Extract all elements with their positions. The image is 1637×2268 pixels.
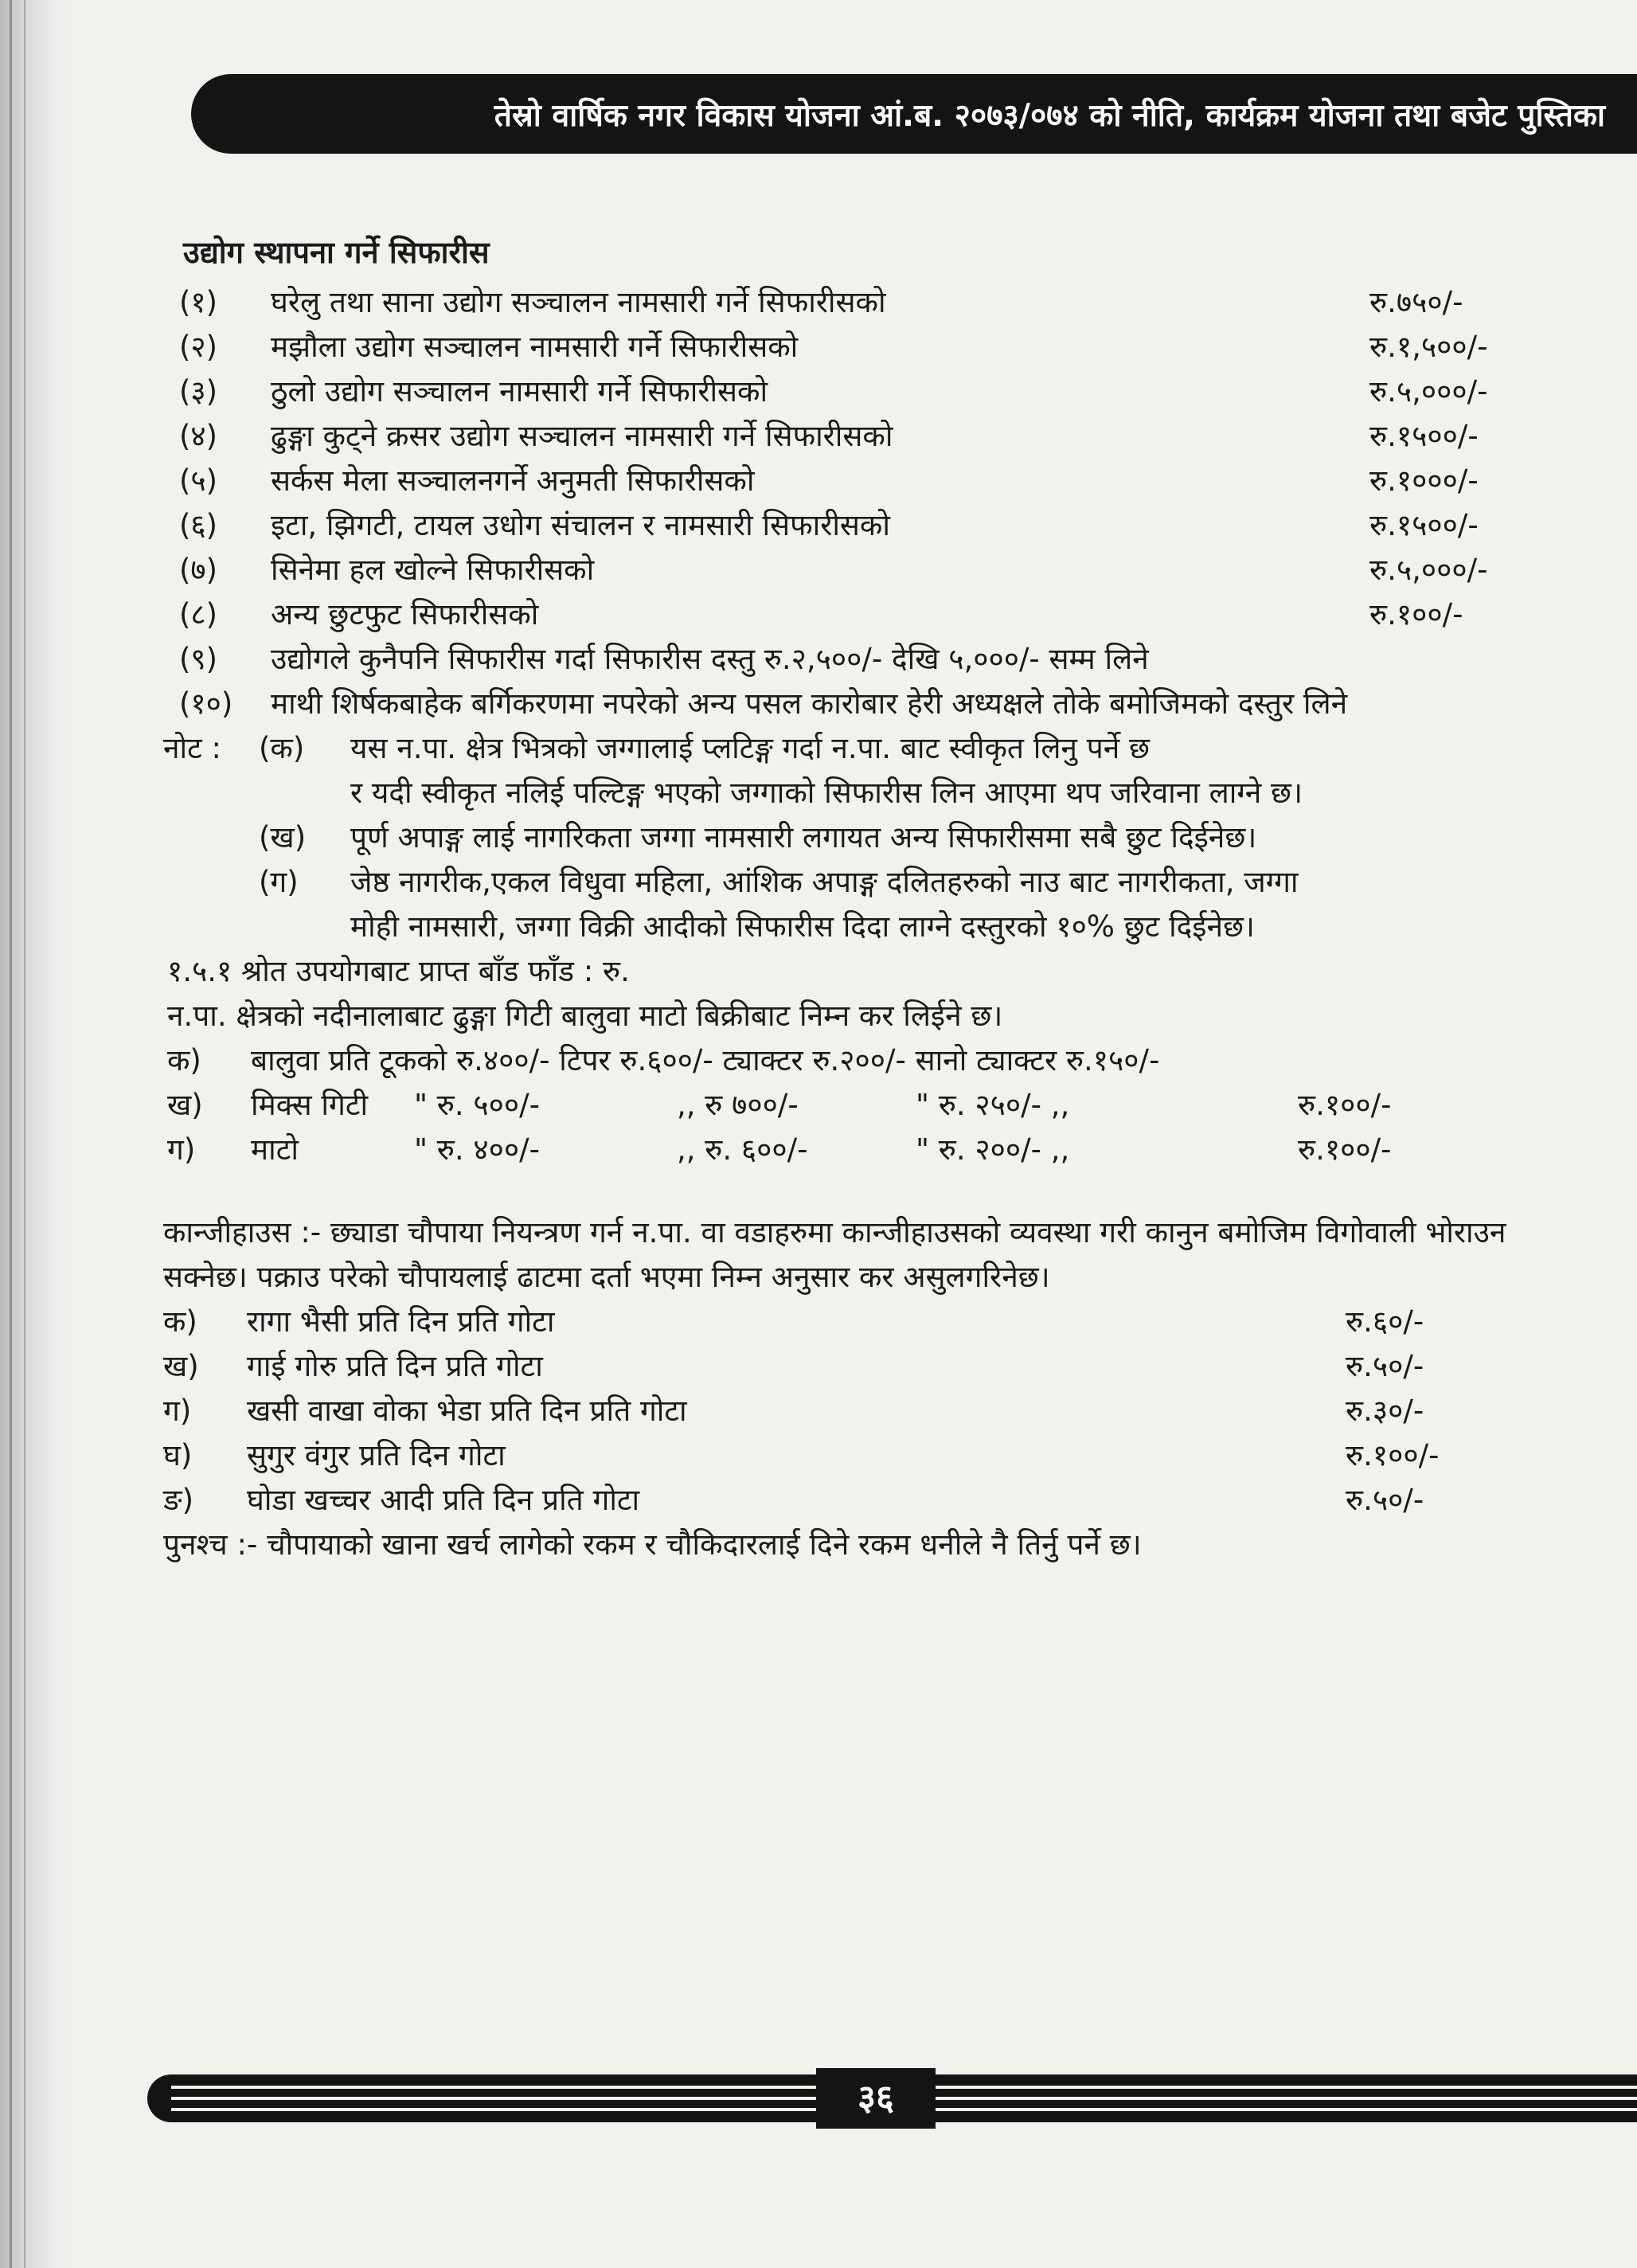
item-number: (१०) — [179, 686, 233, 721]
header-title: तेस्रो वार्षिक नगर विकास योजना आं.ब. २०७३/०७४ को नीति, कार्यक्रम योजना तथा बजेट पुस्तिका — [494, 97, 1605, 134]
item-amount: रु.१,५००/- — [1369, 330, 1488, 364]
row-text: सुगुर वंगुर प्रति दिन गोटा — [247, 1438, 506, 1472]
list-item — [159, 1478, 1592, 1523]
note-marker: (ख) — [259, 820, 307, 854]
row-text: रागा भैसी प्रति दिन प्रति गोटा — [247, 1304, 555, 1339]
list-item — [159, 1344, 1592, 1389]
rate-cell: " रु. ४००/- — [414, 1132, 540, 1167]
item-text: मझौला उद्योग सञ्चालन नामसारी गर्ने सिफारीसको — [271, 330, 799, 364]
item-number: (४) — [179, 419, 218, 453]
page-binding-edge — [0, 0, 76, 2268]
row-amount: रु.५०/- — [1346, 1483, 1424, 1517]
note-item — [159, 860, 1592, 949]
row-amount: रु.३०/- — [1346, 1394, 1424, 1428]
item-number: (८) — [179, 597, 218, 632]
item-amount: रु.७५०/- — [1369, 285, 1463, 319]
source-intro: न.पा. क्षेत्रको नदीनालाबाट ढुङ्गा गिटी बालुवा माटो बिक्रीबाट निम्न कर लिईने छ। — [167, 999, 1003, 1033]
item-number: (१) — [179, 285, 218, 319]
row-item: मिक्स गिटी — [251, 1088, 369, 1122]
rate-cell: ,, रु ७००/- — [677, 1088, 799, 1122]
item-number: (३) — [179, 374, 218, 409]
item-text: माथी शिर्षकबाहेक बर्गिकरणमा नपरेको अन्य पसल कारोबार हेरी अध्यक्षले तोके बमोजिमको दस्तुर लिने — [271, 686, 1348, 721]
rate-cell: " रु. ५००/- — [414, 1088, 540, 1122]
list-item — [159, 280, 1592, 325]
item-amount: रु.५,०००/- — [1369, 553, 1488, 587]
item-number: (७) — [179, 553, 218, 587]
item-text: सर्कस मेला सञ्चालनगर्ने अनुमती सिफारीसको — [271, 463, 755, 498]
row-marker: क) — [163, 1304, 197, 1339]
list-item — [159, 370, 1592, 414]
note-marker: (क) — [259, 731, 305, 765]
item-text: ढुङ्गा कुट्ने क्रसर उद्योग सञ्चालन नामसारी गर्ने सिफारीसको — [271, 419, 893, 453]
row-item: माटो — [251, 1132, 299, 1167]
item-amount: रु.१००/- — [1369, 597, 1463, 632]
rate-cell: ,, रु. ६००/- — [677, 1132, 808, 1167]
rate-cell: " रु. २००/- ,, — [916, 1132, 1070, 1167]
footer-bar — [147, 2074, 1637, 2122]
kanjihouse-paragraph: कान्जीहाउस :- छ्याडा चौपाया नियन्त्रण गर्न न.पा. वा वडाहरुमा कान्जीहाउसको व्यवस्था गरी कानुन बमोजिम विगोवाली भोराउन सक्नेछ। पक्राउ परेको चौपायलाई ढाटमा दर्ता भएमा निम्न अनुसार कर असुलगरिनेछ। — [163, 1215, 1506, 1294]
list-item — [159, 1300, 1592, 1344]
item-text: अन्य छुटफुट सिफारीसको — [271, 597, 539, 632]
item-text: घरेलु तथा साना उद्योग सञ्चालन नामसारी गर्ने सिफारीसको — [271, 285, 886, 319]
list-item — [159, 414, 1592, 459]
note-marker: (ग) — [259, 865, 299, 899]
table-row — [159, 1083, 1592, 1128]
page-number: ३६ — [816, 2068, 936, 2129]
row-amount: रु.५०/- — [1346, 1349, 1424, 1383]
item-amount: रु.१५००/- — [1369, 419, 1479, 453]
row-text: गाई गोरु प्रति दिन प्रति गोटा — [247, 1349, 543, 1383]
row-marker: क) — [167, 1043, 201, 1077]
item-amount: रु.१५००/- — [1369, 508, 1479, 542]
postscript: पुनश्च :- चौपायाको खाना खर्च लागेको रकम र चौकिदारलाई दिने रकम धनीले नै तिर्नु पर्ने छ। — [163, 1527, 1142, 1562]
item-text: इटा, झिगटी, टायल उधोग संचालन र नामसारी सिफारीसको — [271, 508, 890, 542]
row-marker: घ) — [163, 1438, 193, 1472]
item-amount: रु.५,०००/- — [1369, 374, 1488, 409]
row-amount: रु.६०/- — [1346, 1304, 1424, 1339]
note-line: जेष्ठ नागरीक,एकल विधुवा महिला, आंशिक अपाङ्ग दलितहरुको नाउ बाट नागरीकता, जग्गा — [350, 865, 1299, 899]
item-text: सिनेमा हल खोल्ने सिफारीसको — [271, 553, 595, 587]
section-title-industry: उद्योग स्थापना गर्ने सिफारीस — [183, 235, 490, 270]
header-bar — [191, 74, 1637, 154]
list-item — [159, 459, 1592, 503]
list-item — [159, 548, 1592, 592]
item-number: (५) — [179, 463, 218, 498]
note-line: यस न.पा. क्षेत्र भित्रको जग्गालाई प्लटिङ्ग गर्दा न.पा. बाट स्वीकृत लिनु पर्ने छ — [350, 731, 1150, 765]
note-item — [159, 726, 1592, 815]
table-row — [159, 1128, 1592, 1172]
note-label: नोट : — [163, 731, 221, 765]
row-marker: ग) — [163, 1394, 192, 1428]
rate-cell: रु.१००/- — [1298, 1088, 1392, 1122]
list-item — [159, 503, 1592, 548]
item-number: (६) — [179, 508, 218, 542]
list-item — [159, 325, 1592, 370]
page-content — [159, 231, 1592, 1567]
row-marker: ख) — [167, 1088, 203, 1122]
list-item — [159, 1389, 1592, 1433]
item-number: (९) — [179, 642, 218, 676]
list-item — [159, 592, 1592, 637]
item-amount: रु.१०००/- — [1369, 463, 1479, 498]
row-item: बालुवा प्रति टूकको रु.४००/- टिपर रु.६००/- ट्याक्टर रु.२००/- सानो ट्याक्टर रु.१५०/- — [251, 1043, 1160, 1077]
rate-cell: " रु. २५०/- ,, — [916, 1088, 1070, 1122]
kanjihouse-rates — [159, 1300, 1592, 1523]
row-amount: रु.१००/- — [1346, 1438, 1440, 1472]
list-item — [159, 637, 1592, 682]
material-rates-table — [159, 1038, 1592, 1172]
row-text: घोडा खच्चर आदी प्रति दिन प्रति गोटा — [247, 1483, 640, 1517]
table-row — [159, 1038, 1592, 1083]
item-text: उद्योगले कुनैपनि सिफारीस गर्दा सिफारीस दस्तु रु.२,५००/- देखि ५,०००/- सम्म लिने — [271, 642, 1149, 676]
rate-cell: रु.१००/- — [1298, 1132, 1392, 1167]
row-marker: ग) — [167, 1132, 196, 1167]
notes-block — [159, 726, 1592, 949]
row-marker: ख) — [163, 1349, 199, 1383]
item-number: (२) — [179, 330, 218, 364]
source-heading: १.५.१ श्रोत उपयोगबाट प्राप्त बाँड फाँड : रु. — [167, 954, 630, 988]
item-text: ठुलो उद्योग सञ्चालन नामसारी गर्ने सिफारीसको — [271, 374, 768, 409]
note-line: पूर्ण अपाङ्ग लाई नागरिकता जग्गा नामसारी लगायत अन्य सिफारीसमा सबै छुट दिईनेछ। — [350, 820, 1257, 854]
note-item — [159, 815, 1592, 860]
list-item — [159, 682, 1592, 726]
note-line: र यदी स्वीकृत नलिई पल्टिङ्ग भएको जग्गाको सिफारीस लिन आएमा थप जरिवाना लाग्ने छ। — [350, 776, 1303, 810]
row-marker: ङ) — [163, 1483, 194, 1517]
note-line: मोही नामसारी, जग्गा विक्री आदीको सिफारीस दिदा लाग्ने दस्तुरको १०% छुट दिईनेछ। — [350, 909, 1255, 944]
industry-list — [159, 280, 1592, 726]
row-text: खसी वाखा वोका भेडा प्रति दिन प्रति गोटा — [247, 1394, 687, 1428]
list-item — [159, 1433, 1592, 1478]
